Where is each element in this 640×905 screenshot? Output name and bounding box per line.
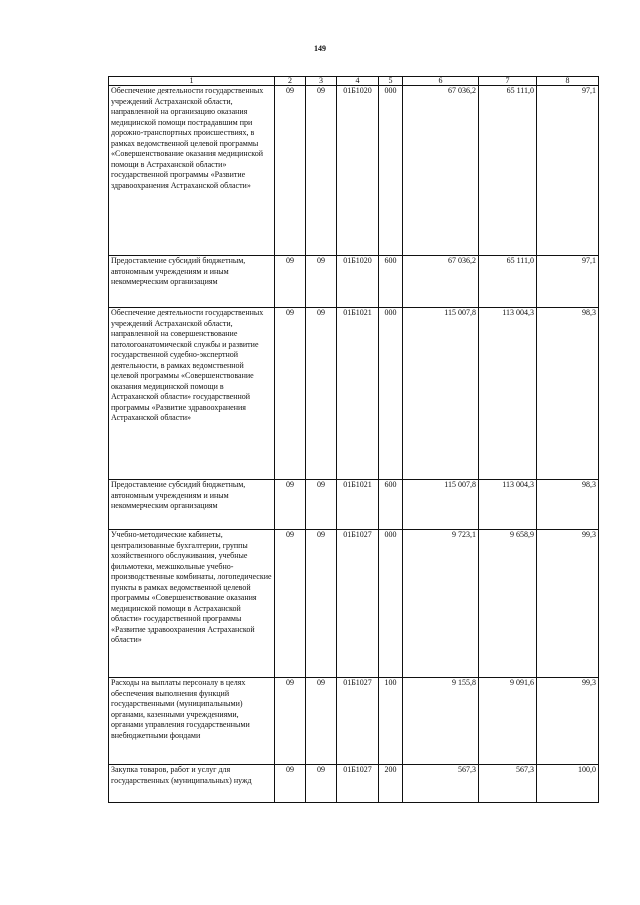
row-expense-type: 600 <box>379 480 403 530</box>
table-row <box>109 480 599 530</box>
table-row <box>109 678 599 765</box>
row-target-code: 01Б1027 <box>337 530 379 678</box>
row-name: Учебно-методические кабинеты, централизованные бухгалтерии, группы хозяйственного обслуживания, учебные фильмотеки, межшкольные учебно-производственные комбинаты, логопедические пункты в рамках ведомственной целевой программы «Совершенствование оказания медицинской помощи в Астраханской области» государственной программы «Развитие здравоохранения Астраханской области» <box>109 530 275 678</box>
column-header-8: 8 <box>537 77 599 86</box>
column-header-2: 2 <box>275 77 306 86</box>
row-section: 09 <box>275 308 306 480</box>
row-percent: 98,3 <box>537 308 599 480</box>
row-percent: 99,3 <box>537 678 599 765</box>
row-section: 09 <box>275 765 306 803</box>
row-subsection: 09 <box>306 530 337 678</box>
row-name: Обеспечение деятельности государственных учреждений Астраханской области, направленной на совершенствование патологоанатомической службы и развитие государственной судебно-экспертной деятельности, в рамках ведомственной целевой программы «Совершенствование оказания медицинской помощи в Астраханской области» государственной программы «Развитие здравоохранения Астраханской области» <box>109 308 275 480</box>
budget-table <box>108 76 599 803</box>
row-fact: 567,3 <box>479 765 537 803</box>
row-section: 09 <box>275 480 306 530</box>
row-fact: 9 091,6 <box>479 678 537 765</box>
row-target-code: 01Б1027 <box>337 678 379 765</box>
row-plan: 9 723,1 <box>403 530 479 678</box>
page-number: 149 <box>314 44 326 53</box>
table-row <box>109 256 599 308</box>
row-fact: 65 111,0 <box>479 86 537 256</box>
row-percent: 100,0 <box>537 765 599 803</box>
row-percent: 97,1 <box>537 256 599 308</box>
row-name: Расходы на выплаты персоналу в целях обеспечения выполнения функций государственными (муниципальными) органами, казенными учреждениями, органами управления государственными внебюджетными фондами <box>109 678 275 765</box>
row-target-code: 01Б1021 <box>337 480 379 530</box>
row-plan: 567,3 <box>403 765 479 803</box>
column-header-3: 3 <box>306 77 337 86</box>
table-row <box>109 308 599 480</box>
row-percent: 98,3 <box>537 480 599 530</box>
row-name: Обеспечение деятельности государственных учреждений Астраханской области, направленной на организацию оказания медицинской помощи пострадавшим при дорожно-транспортных происшествиях, в рамках ведомственной целевой программы «Совершенствование оказания медицинской помощи в Астраханской области» государственной программы «Развитие здравоохранения Астраханской области» <box>109 86 275 256</box>
row-expense-type: 000 <box>379 308 403 480</box>
row-section: 09 <box>275 256 306 308</box>
row-plan: 115 007,8 <box>403 480 479 530</box>
row-fact: 9 658,9 <box>479 530 537 678</box>
row-subsection: 09 <box>306 480 337 530</box>
row-subsection: 09 <box>306 256 337 308</box>
row-fact: 113 004,3 <box>479 480 537 530</box>
table-header-row <box>109 77 599 86</box>
row-fact: 65 111,0 <box>479 256 537 308</box>
row-percent: 97,1 <box>537 86 599 256</box>
row-target-code: 01Б1021 <box>337 308 379 480</box>
table-row <box>109 86 599 256</box>
row-section: 09 <box>275 86 306 256</box>
column-header-4: 4 <box>337 77 379 86</box>
column-header-6: 6 <box>403 77 479 86</box>
row-name: Закупка товаров, работ и услуг для государственных (муниципальных) нужд <box>109 765 275 803</box>
row-plan: 67 036,2 <box>403 86 479 256</box>
row-fact: 113 004,3 <box>479 308 537 480</box>
row-percent: 99,3 <box>537 530 599 678</box>
row-expense-type: 000 <box>379 530 403 678</box>
row-expense-type: 200 <box>379 765 403 803</box>
column-header-7: 7 <box>479 77 537 86</box>
table-row <box>109 530 599 678</box>
row-subsection: 09 <box>306 308 337 480</box>
row-name: Предоставление субсидий бюджетным, автономным учреждениям и иным некоммерческим организациям <box>109 480 275 530</box>
row-target-code: 01Б1027 <box>337 765 379 803</box>
row-target-code: 01Б1020 <box>337 256 379 308</box>
row-subsection: 09 <box>306 678 337 765</box>
column-header-5: 5 <box>379 77 403 86</box>
row-plan: 115 007,8 <box>403 308 479 480</box>
row-name: Предоставление субсидий бюджетным, автономным учреждениям и иным некоммерческим организациям <box>109 256 275 308</box>
row-plan: 9 155,8 <box>403 678 479 765</box>
row-subsection: 09 <box>306 765 337 803</box>
row-section: 09 <box>275 530 306 678</box>
table-row <box>109 765 599 803</box>
row-section: 09 <box>275 678 306 765</box>
row-subsection: 09 <box>306 86 337 256</box>
row-target-code: 01Б1020 <box>337 86 379 256</box>
row-plan: 67 036,2 <box>403 256 479 308</box>
row-expense-type: 000 <box>379 86 403 256</box>
column-header-1: 1 <box>109 77 275 86</box>
row-expense-type: 600 <box>379 256 403 308</box>
row-expense-type: 100 <box>379 678 403 765</box>
